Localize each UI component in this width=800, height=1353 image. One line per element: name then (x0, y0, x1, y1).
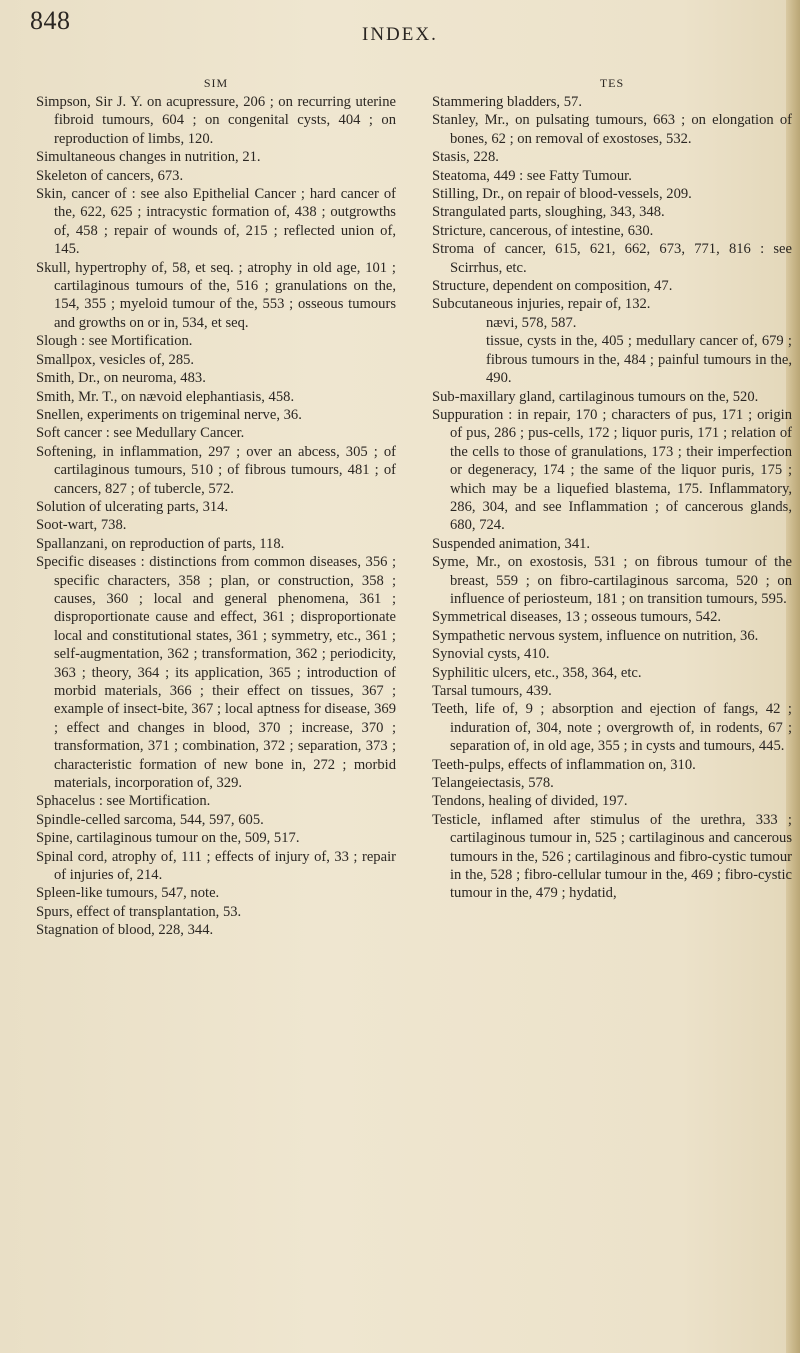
index-entry: Stroma of cancer, 615, 621, 662, 673, 771, 816 : see Scirrhus, etc. (432, 241, 792, 276)
index-entry: Spine, cartilaginous tumour on the, 509, 517. (36, 830, 300, 847)
index-entry: Testicle, inflamed after stimulus of the urethra, 333 ; cartilaginous tumour in, 525 ; cartilaginous and cancerous tumours in the, 526 ; cartilaginous and fibro-cystic tumour in the, 528 ; fibro-cellular tumour in the, 469 ; fibro-cystic tumour in the, 479 ; hydatid, (432, 811, 792, 902)
column-guide-word-right: TES (599, 76, 625, 90)
index-entry: Skeleton of cancers, 673. (36, 167, 184, 184)
index-entry: Stammering bladders, 57. (432, 94, 582, 110)
index-entry: Spurs, effect of transplantation, 53. (36, 903, 242, 920)
index-entry: Stagnation of blood, 228, 344. (36, 922, 214, 939)
page-number: 848 (30, 6, 71, 35)
index-entry: Skull, hypertrophy of, 58, et seq. ; atrophy in old age, 101 ; cartilaginous tumours of the, 516 ; granulations on the, 154, 355 ; myeloid tumour of the, 553 ; osseous tumours and growths on or in, 534, et seq. (36, 259, 396, 331)
index-entry: Snellen, experiments on trigeminal nerve, 36. (36, 406, 302, 423)
index-entry: Softening, in inflammation, 297 ; over an abcess, 305 ; of cartilaginous tumours, 510 ; of fibrous tumours, 481 ; of cancers, 827 ; of tubercle, 572. (36, 443, 396, 497)
index-entry: Suppuration : in repair, 170 ; characters of pus, 171 ; origin of pus, 286 ; pus-cells, 172 ; liquor puris, 171 ; relation of the cells to those of granulations, 173 ; their imperfection or degeneracy, 174 ; the same of the liquor puris, 175 ; which may be a liquefied blastema, 175. Inflammatory, 286, 304, and see Inflammation ; of cancerous glands, 680, 724. (432, 406, 792, 534)
index-entry: Teeth, life of, 9 ; absorption and ejection of fangs, 42 ; induration of, 304, note ; overgrowth of, in rodents, 67 ; separation of, in old age, 355 ; in cysts and tumours, 445. (432, 701, 792, 755)
index-entry: Spleen-like tumours, 547, note. (36, 885, 220, 902)
index-entry: Teeth-pulps, effects of inflammation on, 310. (432, 756, 696, 773)
index-entry: Strangulated parts, sloughing, 343, 348. (432, 204, 665, 221)
index-entry: Spallanzani, on reproduction of parts, 118. (36, 535, 285, 552)
index-entry: Smith, Dr., on neuroma, 483. (36, 370, 206, 387)
index-entry: Telangeiectasis, 578. (432, 775, 554, 792)
index-entry: Stricture, cancerous, of intestine, 630. (432, 222, 654, 239)
index-entry: Solution of ulcerating parts, 314. (36, 498, 229, 515)
index-entry: Syme, Mr., on exostosis, 531 ; on fibrous tumour of the breast, 559 ; on fibro-cartilaginous sarcoma, 520 ; on influence of periosteum, 181 ; on transition tumours, 595. (432, 554, 792, 607)
index-entry: Spinal cord, atrophy of, 111 ; effects of injury of, 33 ; repair of injuries of, 214. (36, 848, 396, 884)
index-subentry: tissue, cysts in the, 405 ; medullary cancer of, 679 ; fibrous tumours in the, 484 ; painful tumours in the, 490. (486, 333, 792, 387)
index-entry: Tendons, healing of divided, 197. (432, 793, 628, 810)
index-column-right (432, 74, 792, 903)
index-entry: Slough : see Mortification. (36, 333, 193, 350)
index-entry: Syphilitic ulcers, etc., 358, 364, etc. (432, 664, 642, 681)
index-entry: Steatoma, 449 : see Fatty Tumour. (432, 167, 632, 184)
index-entry: Structure, dependent on composition, 47. (432, 278, 673, 295)
index-entry: Symmetrical diseases, 13 ; osseous tumours, 542. (432, 609, 722, 626)
index-column-left (36, 74, 396, 940)
index-entry: Suspended animation, 341. (432, 535, 591, 552)
index-entry: Stanley, Mr., on pulsating tumours, 663 ; on elongation of bones, 62 ; on removal of exostoses, 532. (432, 112, 792, 147)
index-entry: Subcutaneous injuries, repair of, 132. (432, 296, 651, 313)
index-entry: Soot-wart, 738. (36, 517, 127, 534)
index-entry: Sphacelus : see Mortification. (36, 793, 211, 810)
index-entry: Smallpox, vesicles of, 285. (36, 351, 195, 368)
index-entry: Stasis, 228. (432, 149, 499, 166)
index-entry: Soft cancer : see Medullary Cancer. (36, 425, 245, 442)
index-entry: Stilling, Dr., on repair of blood-vessels, 209. (432, 186, 692, 203)
index-entry: Sub-maxillary gland, cartilaginous tumours on the, 520. (432, 388, 759, 405)
running-head: INDEX. (362, 24, 438, 45)
index-entry: Smith, Mr. T., on nævoid elephantiasis, 458. (36, 388, 295, 405)
index-subentry: nævi, 578, 587. (486, 314, 577, 331)
index-entry: Simpson, Sir J. Y. on acupressure, 206 ; on recurring uterine fibroid tumours, 604 ; on congenital cysts, 404 ; on reproduction of limbs, 120. (36, 94, 396, 147)
index-entry: Simultaneous changes in nutrition, 21. (36, 149, 261, 166)
index-entry: Sympathetic nervous system, influence on nutrition, 36. (432, 627, 759, 644)
index-entry: Synovial cysts, 410. (432, 646, 550, 663)
index-entry: Tarsal tumours, 439. (432, 683, 552, 699)
index-entry: Specific diseases : distinctions from common diseases, 356 ; specific characters, 358 ; plan, or construction, 358 ; causes, 360 ; local and general phenomena, 361 ; disproportionate cause and effect, 361 ; disproportionate local and constitutional states, 361 ; symmetry, etc., 361 ; self-augmentation, 362 ; transformation, 362 ; periodicity, 363 ; theory, 364 ; its application, 365 ; introduction of morbid materials, 366 ; their effect on tissues, 367 ; example of insect-bite, 367 ; local aptness for disease, 369 ; effect and changes in blood, 370 ; increase, 370 ; transformation, 371 ; combination, 372 ; separation, 373 ; characteristic formation of new bone in, 272 ; morbid materials, incorporation of, 329. (36, 554, 396, 792)
column-guide-word-left: SIM (203, 76, 229, 90)
index-entry: Skin, cancer of : see also Epithelial Cancer ; hard cancer of the, 622, 625 ; intracystic formation of, 438 ; outgrowths of, 458 ; repair of wounds of, 215 ; reflected union of, 145. (36, 186, 396, 258)
index-entry: Spindle-celled sarcoma, 544, 597, 605. (36, 811, 264, 828)
